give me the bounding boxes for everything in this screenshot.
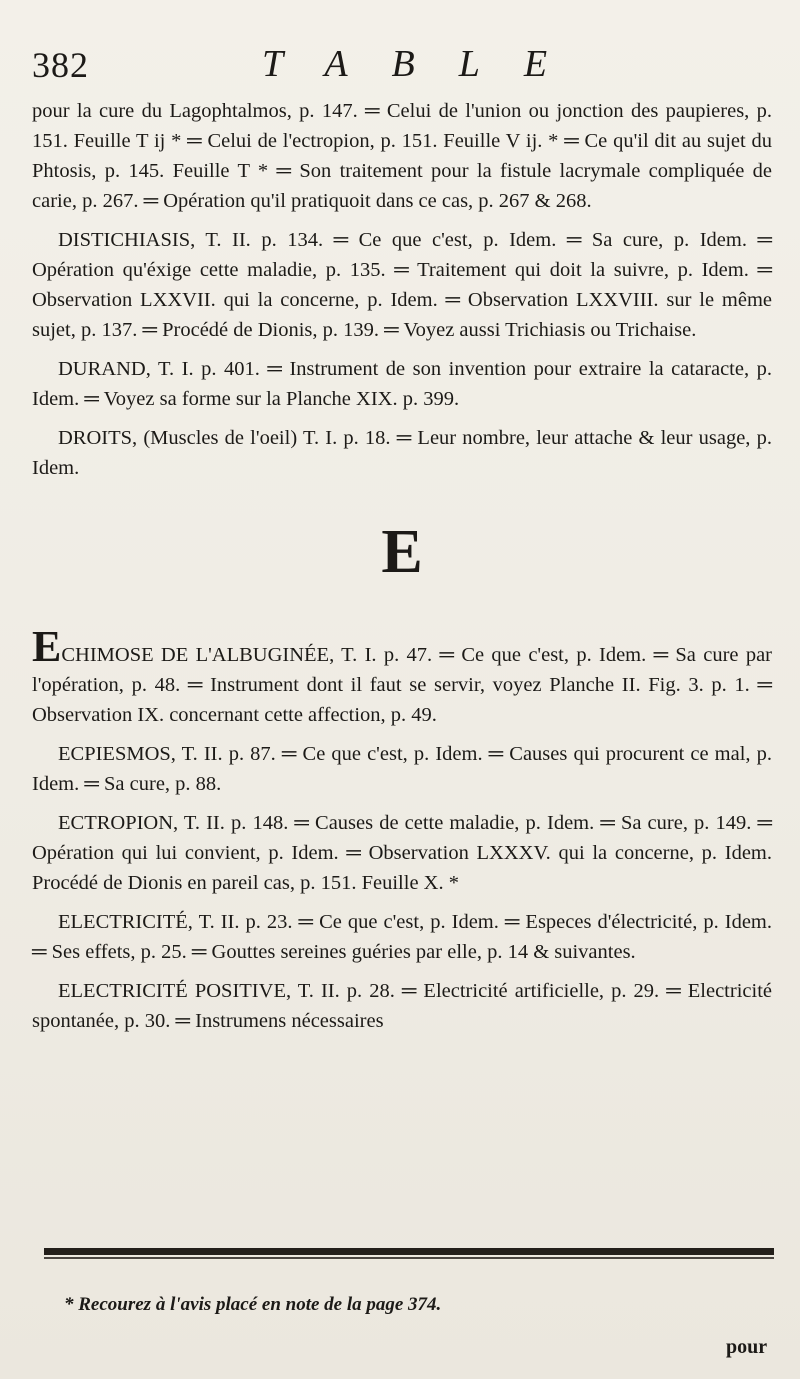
dropcap-letter: E <box>32 622 62 671</box>
index-entry <box>32 622 772 730</box>
index-entry: DURAND, T. I. p. 401. ═ Instrument de son invention pour extraire la cataracte, p. Idem. ═ Voyez sa forme sur la Planche XIX. p. 399. <box>32 358 772 410</box>
page-header <box>22 38 782 88</box>
letter-section-heading: E <box>381 518 423 586</box>
index-entry: DROITS, (Muscles de l'oeil) T. I. p. 18. ═ Leur nombre, leur attache & leur usage, p. Idem. <box>32 427 772 479</box>
index-entry: pour la cure du Lagophtalmos, p. 147. ═ Celui de l'union ou jonction des paupieres, p. 151. Feuille T ij * ═ Celui de l'ectropion, p. 151. Feuille V ij. * ═ Ce qu'il dit au sujet du Phtosis, p. 145. Feuille T * ═ Son traitement pour la fistule lacrymale compliquée de carie, p. 267. ═ Opération qu'il pratiquoit dans ce cas, p. 267 & 268. <box>32 100 772 212</box>
index-entry-text: CHIMOSE DE L'ALBUGINÉE, T. I. p. 47. ═ Ce que c'est, p. Idem. ═ Sa cure par l'opération, p. 48. ═ Instrument dont il faut se servir, voyez Planche II. Fig. 3. p. 1. ═ Observation IX. concernant cette affection, p. 49. <box>32 644 772 726</box>
footnote: * Recourez à l'avis placé en note de la page 374. <box>64 1294 442 1315</box>
footnote-rule <box>44 1248 774 1255</box>
index-entry: ECPIESMOS, T. II. p. 87. ═ Ce que c'est, p. Idem. ═ Causes qui procurent ce mal, p. Idem. ═ Sa cure, p. 88. <box>32 743 772 795</box>
index-entry: DISTICHIASIS, T. II. p. 134. ═ Ce que c'est, p. Idem. ═ Sa cure, p. Idem. ═ Opération qu'éxige cette maladie, p. 135. ═ Traitement qui doit la suivre, p. Idem. ═ Observation LXXVII. qui la concerne, p. Idem. ═ Observation LXXVIII. sur le même sujet, p. 137. ═ Procédé de Dionis, p. 139. ═ Voyez aussi Trichiasis ou Trichaise. <box>32 229 772 341</box>
index-entry: ELECTRICITÉ, T. II. p. 23. ═ Ce que c'est, p. Idem. ═ Especes d'électricité, p. Idem. ═ Ses effets, p. 25. ═ Gouttes sereines guéries par elle, p. 14 & suivantes. <box>32 911 772 963</box>
catchword: pour <box>726 1336 768 1358</box>
page-number: 382 <box>32 45 89 85</box>
running-title: TABLE <box>262 43 592 85</box>
index-body <box>32 96 772 1045</box>
index-entry: ECTROPION, T. II. p. 148. ═ Causes de cette maladie, p. Idem. ═ Sa cure, p. 149. ═ Opération qui lui convient, p. Idem. ═ Observation LXXXV. qui la concerne, p. Idem. Procédé de Dionis en pareil cas, p. 151. Feuille X. * <box>32 812 772 894</box>
index-entry: ELECTRICITÉ POSITIVE, T. II. p. 28. ═ Electricité artificielle, p. 29. ═ Electricité spontanée, p. 30. ═ Instrumens nécessaires <box>32 980 772 1032</box>
